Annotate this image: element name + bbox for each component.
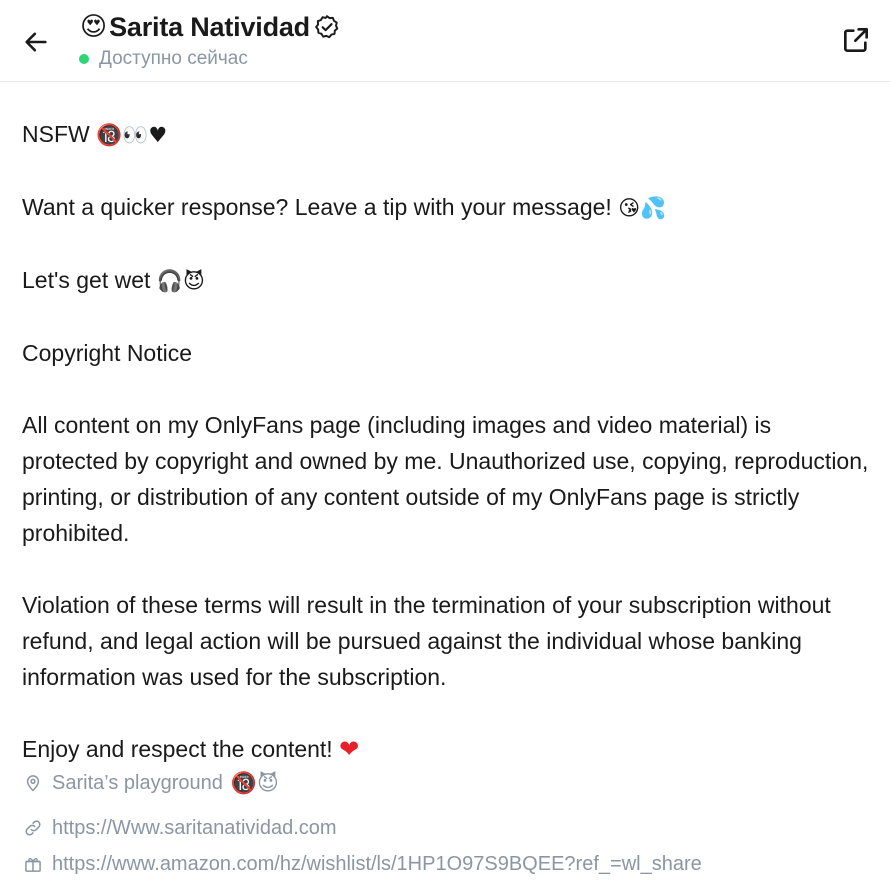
copyright-title: Copyright Notice xyxy=(22,340,193,366)
share-icon xyxy=(840,24,872,56)
bio-line-wet xyxy=(22,262,872,299)
status-text: Доступно сейчас xyxy=(99,48,248,69)
copyright-paragraph-2: Violation of these terms will result in the termination of your subscription without refund, and legal action will be pursued against the individual whose banking information was used for the subscription. xyxy=(22,592,831,690)
copyright-paragraph-1: All content on my OnlyFans page (including images and video material) is protected by copyright and owned by me. Unauthorized use, copying, reproduction, printing, or distribution of any content outside of my OnlyFans page is strictly prohibited. xyxy=(22,412,869,546)
profile-header xyxy=(0,0,890,82)
profile-bio xyxy=(22,116,872,768)
website-row xyxy=(22,813,337,843)
back-arrow-icon xyxy=(22,28,50,56)
bio-line-enjoy xyxy=(22,731,872,768)
share-button[interactable] xyxy=(836,20,876,60)
wishlist-row xyxy=(22,849,702,879)
online-status xyxy=(79,48,248,70)
verified-badge-icon xyxy=(314,14,340,40)
wet-text: Let's get wet xyxy=(22,267,151,293)
profile-title xyxy=(80,10,340,44)
gift-icon xyxy=(22,853,44,875)
heart-eyes-emoji: 😍 xyxy=(80,12,108,42)
location-row xyxy=(22,768,279,798)
wishlist-link[interactable]: https://www.amazon.com/hz/wishlist/ls/1HP1O97S9BQEE?ref_=wl_share xyxy=(52,852,702,875)
profile-name: Sarita Natividad xyxy=(109,11,310,42)
nsfw-emoji: 🔞👀♥ xyxy=(96,123,168,147)
bio-line-nsfw xyxy=(22,116,872,153)
location-text: Sarita’s playground xyxy=(52,771,223,794)
link-icon xyxy=(22,817,44,839)
location-emoji: 🔞😈 xyxy=(230,770,279,795)
heart-emoji: ❤ xyxy=(339,736,360,763)
nsfw-text: NSFW xyxy=(22,121,90,147)
location-pin-icon xyxy=(22,772,44,794)
enjoy-text: Enjoy and respect the content! xyxy=(22,736,333,762)
online-dot xyxy=(79,54,89,64)
website-link[interactable]: https://Www.saritanatividad.com xyxy=(52,816,337,839)
tip-text: Want a quicker response? Leave a tip with your message! xyxy=(22,194,612,220)
back-button[interactable] xyxy=(16,22,56,62)
bio-line-tip xyxy=(22,189,872,226)
tip-emoji: 😘💦 xyxy=(618,196,667,220)
wet-emoji: 🎧😈 xyxy=(156,269,205,293)
